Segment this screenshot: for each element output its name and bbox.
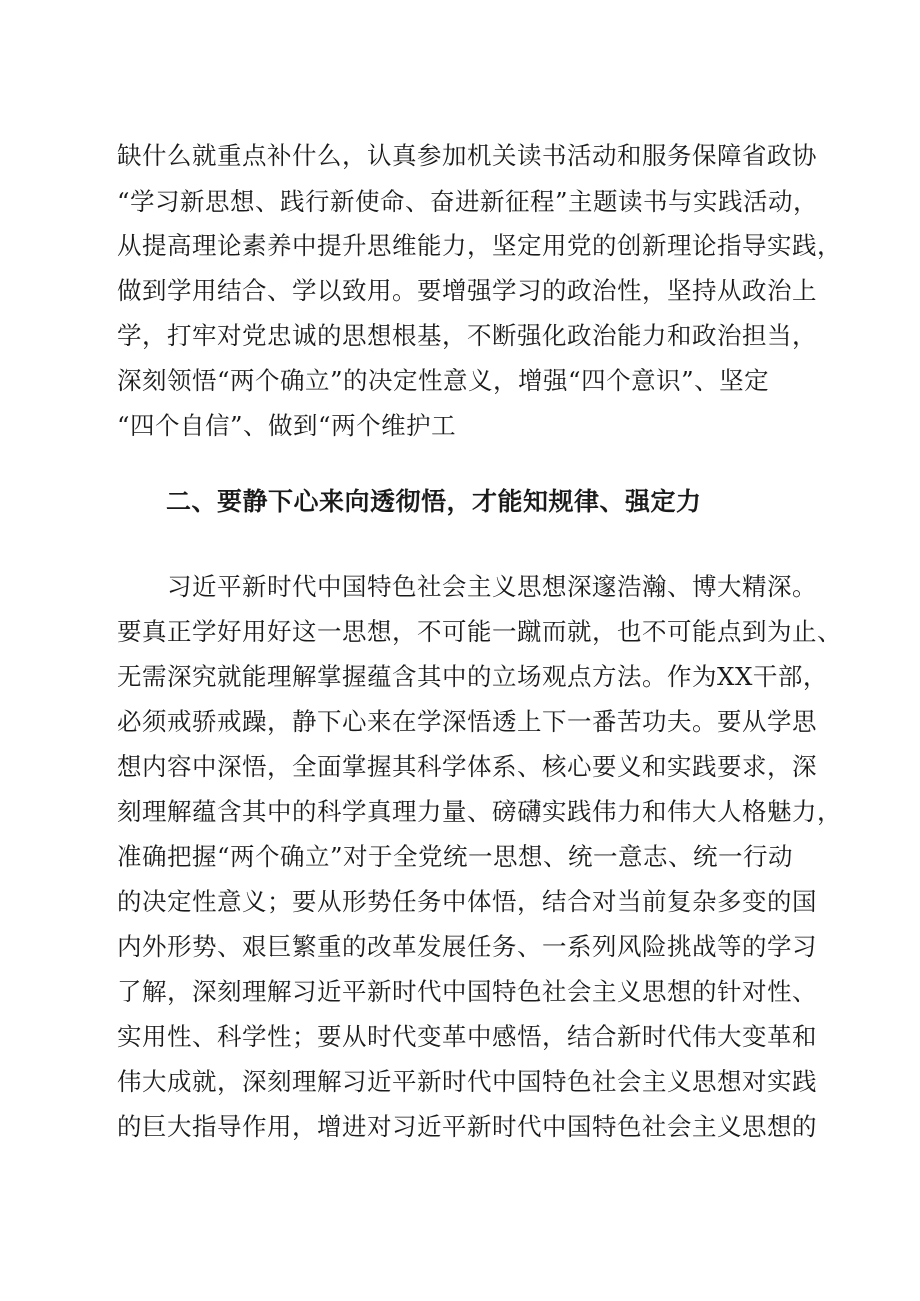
text-line: 实用性、科学性；要从时代变革中感悟，结合新时代伟大变革和	[117, 1022, 817, 1051]
section-heading: 二、要静下心来向透彻悟，才能知规律、强定力	[166, 487, 702, 516]
text-line: 想内容中深悟，全面掌握其科学体系、核心要义和实践要求，深	[117, 752, 817, 781]
text-line: 准确把握“两个确立”对于全党统一思想、统一意志、统一行动	[117, 842, 794, 871]
text-line: 习近平新时代中国特色社会主义思想深邃浩瀚、博大精深。	[117, 572, 817, 601]
text-line: 伟大成就，深刻理解习近平新时代中国特色社会主义思想对实践	[117, 1067, 817, 1096]
text-line: 的巨大指导作用，增进对习近平新时代中国特色社会主义思想的	[117, 1112, 817, 1141]
text-line: “学习新思想、践行新使命、奋进新征程”主题读书与实践活动，	[117, 187, 819, 216]
text-line: 内外形势、艰巨繁重的改革发展任务、一系列风险挑战等的学习	[117, 932, 817, 961]
text-line: 学，打牢对党忠诚的思想根基，不断强化政治能力和政治担当，	[117, 321, 817, 350]
text-line: 了解，深刻理解习近平新时代中国特色社会主义思想的针对性、	[117, 977, 817, 1006]
text-line: 做到学用结合、学以致用。要增强学习的政治性，坚持从政治上	[117, 276, 817, 305]
text-line: 无需深究就能理解掌握蕴含其中的立场观点方法。作为XX干部，	[117, 662, 828, 691]
text-line: 刻理解蕴含其中的科学真理力量、磅礴实践伟力和伟大人格魅力，	[117, 797, 842, 826]
text-line: 缺什么就重点补什么，认真参加机关读书活动和服务保障省政协	[117, 141, 817, 170]
text-line: “四个自信”、做到“两个维护工	[117, 411, 457, 440]
text-line: 必须戒骄戒躁，静下心来在学深悟透上下一番苦功夫。要从学思	[117, 707, 817, 736]
text-line: 从提高理论素养中提升思维能力，坚定用党的创新理论指导实践，	[117, 231, 842, 260]
text-line: 要真正学好用好这一思想，不可能一蹴而就，也不可能点到为止、	[117, 617, 842, 646]
text-line: 的决定性意义；要从形势任务中体悟，结合对当前复杂多变的国	[117, 887, 817, 916]
text-line: 深刻领悟“两个确立”的决定性意义，增强“四个意识”、坚定	[117, 366, 770, 395]
